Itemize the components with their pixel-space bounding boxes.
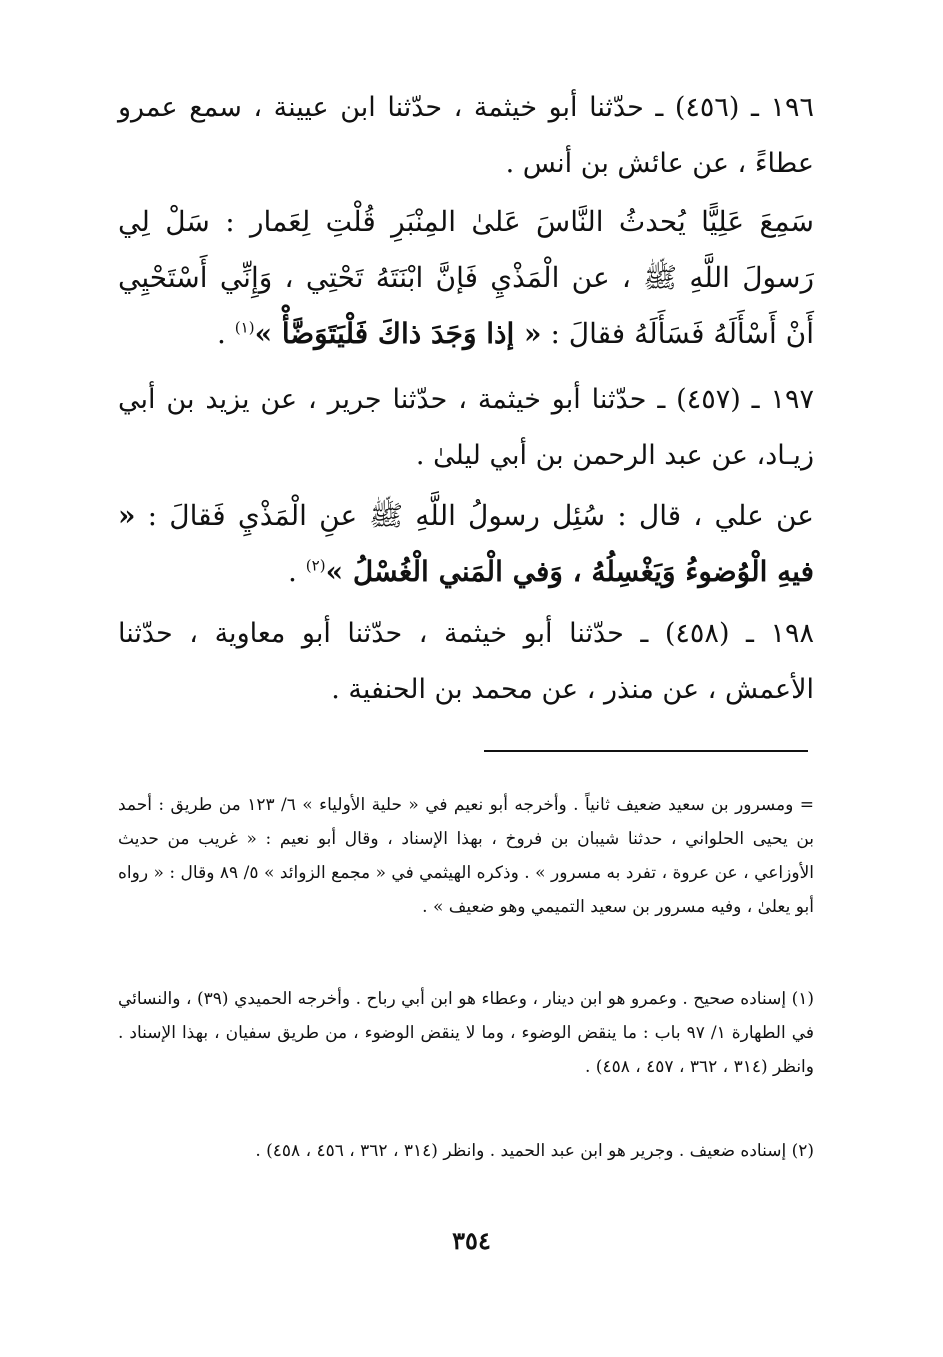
- page-number: ٣٥٤: [452, 1226, 491, 1255]
- hadith-196-matn: [118, 194, 814, 362]
- isnad-text: ١٩٦ ـ (٤٥٦) ـ حدّثنا أبو خيثمة ، حدّثنا ابن عيينة ، سمع عمرو عطاءً ، عن عائش بن أنس .: [118, 92, 814, 179]
- footnote-divider: [484, 750, 808, 752]
- hadith-196-isnad: [118, 80, 814, 192]
- footnote-2: [118, 1134, 814, 1168]
- hadith-197-isnad: [118, 372, 814, 484]
- hadith-198-isnad: [118, 606, 814, 718]
- footnote-continuation: [118, 788, 814, 924]
- isnad-text: ١٩٨ ـ (٤٥٨) ـ حدّثنا أبو خيثمة ، حدّثنا أبو معاوية ، حدّثنا الأعمش ، عن منذر ، عن محمد بن الحنفية .: [118, 618, 815, 705]
- footnote-text: (٢) إسناده ضعيف . وجرير هو ابن عبد الحميد . وانظر (٣١٤ ، ٣٦٢ ، ٤٥٦ ، ٤٥٨) .: [255, 1141, 814, 1161]
- footnote-text: = ومسرور بن سعيد ضعيف ثانياً . وأخرجه أبو نعيم في « حلية الأولياء » ٦/ ١٢٣ من طريق : أحمد بن يحيى الحلواني ، حدثنا شيبان بن فروخ ، بهذا الإسناد ، وقال أبو نعيم : « غريب من حديث الأوزاعي ، عن عروة ، تفرد به مسرور » . وذكره الهيثمي في « مجمع الزوائد » ٥/ ٨٩ وقال : « رواه أبو يعلىٰ ، وفيه مسرور بن سعيد التميمي وهو ضعيف » .: [118, 795, 814, 917]
- matn-end: .: [216, 317, 235, 350]
- footnote-ref: (١): [234, 318, 255, 337]
- matn-plain: عن علي ، قال : سُئِل رسولُ اللَّهِ ﷺ عنِ الْمَذْيِ فَقالَ :: [147, 499, 814, 532]
- isnad-text: ١٩٧ ـ (٤٥٧) ـ حدّثنا أبو خيثمة ، حدّثنا جرير ، عن يزيد بن أبي زيـاد، عن عبد الرحمن بن أبي ليلىٰ .: [118, 384, 814, 471]
- matn-text: [118, 194, 814, 362]
- hadith-197-matn: [118, 488, 814, 600]
- footnote-ref: (٢): [305, 556, 326, 575]
- matn-end: .: [287, 555, 306, 588]
- footnote-text: (١) إسناده صحيح . وعمرو هو ابن دينار ، وعطاء هو ابن أبي رباح . وأخرجه الحميدي (٣٩) ، والنسائي في الطهارة ١/ ٩٧ باب : ما ينقض الوضوء ، وما لا ينقض الوضوء ، من طريق سفيان ، بهذا الإسناد . وانظر (٣١٤ ، ٣٦٢ ، ٤٥٧ ، ٤٥٨) .: [118, 989, 814, 1077]
- footnote-1: [118, 982, 814, 1084]
- matn-text: [118, 488, 814, 600]
- prophetic-quote: « إذا وَجَدَ ذاكَ فَلْيَتَوَضَّأْ »: [254, 317, 542, 350]
- prophetic-quote: « فيهِ الْوُضوءُ وَيَغْسِلُهُ ، وَفي الْمَني الْغُسْلُ »: [118, 499, 814, 588]
- matn-plain: سَمِعَ عَلِيًّا يُحدثُ النَّاسَ عَلىٰ المِنْبَرِ قُلْتِ لِعَمار : سَلْ لِي رَسولَ اللَّهِ ﷺ ، عن الْمَذْيِ فَإنَّ ابْنَتَهُ تَحْتِي ، وَإِنِّي أَسْتَحْيِي أَنْ أَسْأَلَهُ فَسَأَلَهُ فقالَ :: [118, 205, 814, 350]
